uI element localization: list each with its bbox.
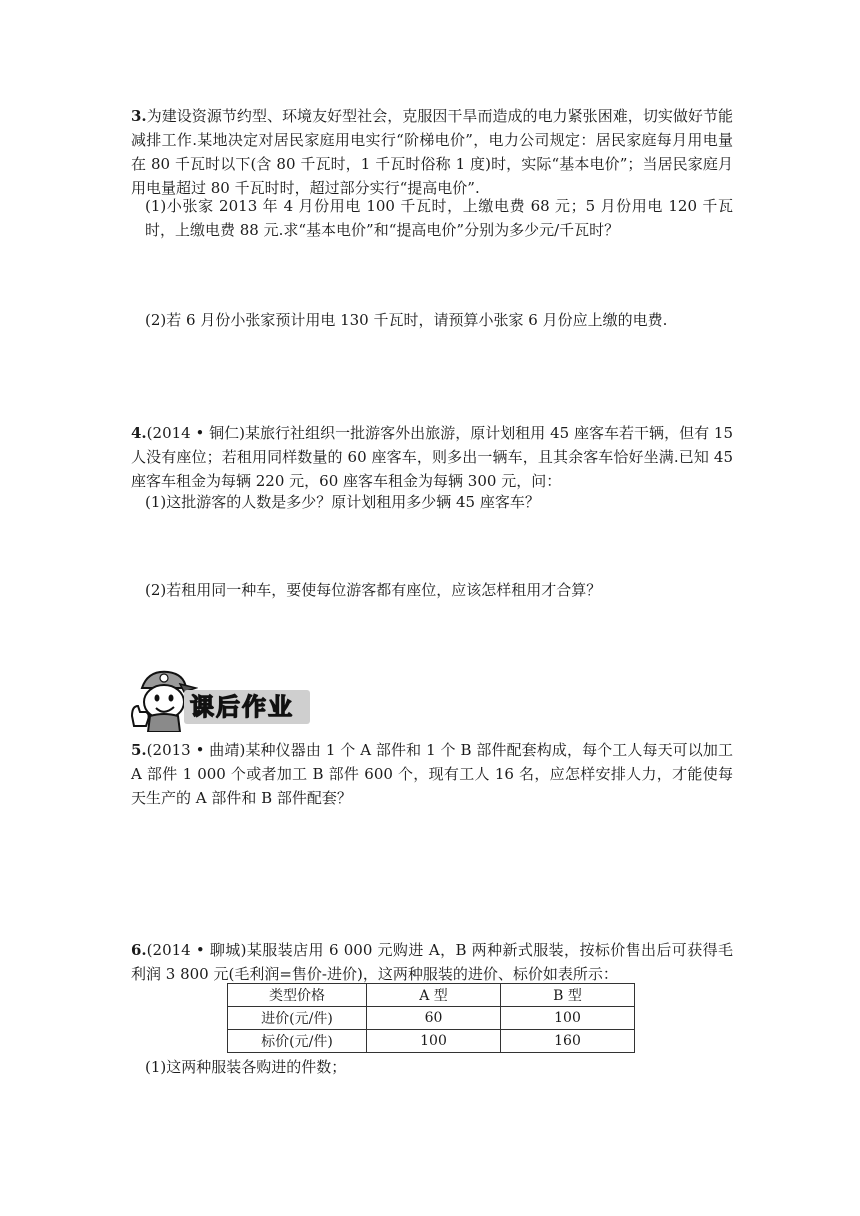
- question-part-text: (1)这批游客的人数是多少？原计划租用多少辆 45 座客车？: [145, 493, 540, 511]
- question-3-part-1: [131, 194, 733, 242]
- question-3: [131, 104, 733, 200]
- table-cell: 160: [501, 1030, 635, 1053]
- table-header-cell: B 型: [501, 984, 635, 1007]
- table-cell: 100: [367, 1030, 501, 1053]
- table-cell: 60: [367, 1007, 501, 1030]
- question-5: [131, 738, 733, 810]
- question-stem: (2013 • 曲靖)某种仪器由 1 个 A 部件和 1 个 B 部件配套构成，每个工人每天可以加工 A 部件 1 000 个或者加工 B 部件 600 个，现有工人 16 名，应怎样安排人力，才能使每天生产的 A 部件和 B 部件配套？: [131, 741, 733, 807]
- question-4-part-1: [131, 490, 733, 514]
- question-number: 5.: [131, 741, 147, 759]
- table-row: [228, 1007, 635, 1030]
- question-4: [131, 421, 733, 493]
- question-6: [131, 938, 733, 986]
- question-4-part-2: [131, 578, 733, 602]
- question-stem: (2014 • 聊城)某服装店用 6 000 元购进 A，B 两种新式服装，按标价售出后可获得毛利润 3 800 元(毛利润=售价-进价)，这两种服装的进价、标价如表所示：: [131, 941, 733, 983]
- table-cell: 100: [501, 1007, 635, 1030]
- homework-banner: [128, 666, 310, 732]
- question-number: 4.: [131, 424, 147, 442]
- price-table: [227, 983, 635, 1053]
- question-part-text: (2)若租用同一种车，要使每位游客都有座位，应该怎样租用才合算？: [145, 581, 602, 599]
- question-stem: (2014 • 铜仁)某旅行社组织一批游客外出旅游，原计划租用 45 座客车若干辆，但有 15 人没有座位；若租用同样数量的 60 座客车，则多出一辆车，且其余客车恰好坐满.已知 45 座客车租金为每辆 220 元，60 座客车租金为每辆 300 元，问：: [131, 424, 733, 490]
- table-header-cell: A 型: [367, 984, 501, 1007]
- table-header-row: [228, 984, 635, 1007]
- question-stem: 为建设资源节约型、环境友好型社会，克服因干旱而造成的电力紧张困难，切实做好节能减排工作.某地决定对居民家庭用电实行“阶梯电价”，电力公司规定：居民家庭每月用电量在 80 千瓦时以下(含 80 千瓦时，1 千瓦时俗称 1 度)时，实际“基本电价”；当居民家庭月用电量超过 80 千瓦时时，超过部分实行“提高电价”.: [131, 107, 733, 197]
- question-6-part-1: [131, 1055, 733, 1079]
- table-cell: 进价(元/件): [228, 1007, 367, 1030]
- question-3-part-2: [131, 308, 733, 332]
- question-number: 6.: [131, 941, 147, 959]
- banner-title: 课后作业: [190, 693, 294, 721]
- table-header-cell: 类型价格: [228, 984, 367, 1007]
- question-part-text: (1)小张家 2013 年 4 月份用电 100 千瓦时，上缴电费 68 元；5 月份用电 120 千瓦时，上缴电费 88 元.求“基本电价”和“提高电价”分别为多少元/千瓦时？: [145, 197, 733, 239]
- question-part-text: (2)若 6 月份小张家预计用电 130 千瓦时，请预算小张家 6 月份应上缴的电费.: [145, 311, 668, 329]
- question-number: 3.: [131, 107, 147, 125]
- question-part-text: (1)这两种服装各购进的件数；: [145, 1058, 347, 1076]
- table-row: [228, 1030, 635, 1053]
- table-cell: 标价(元/件): [228, 1030, 367, 1053]
